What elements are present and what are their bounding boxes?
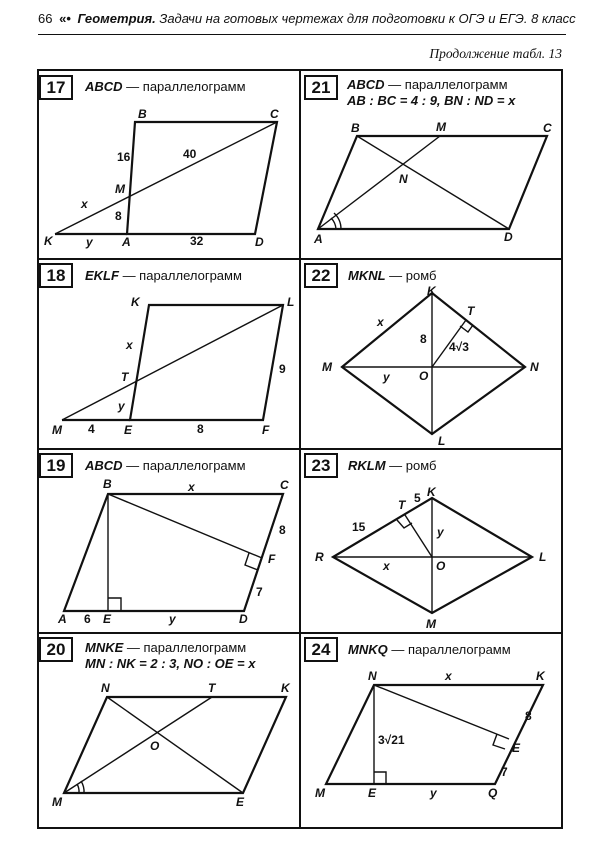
caption-figure-name: MNKE: [85, 640, 124, 655]
label-m: M: [115, 182, 125, 196]
label-m: M: [315, 786, 325, 800]
caption-figure-name: ABCD: [85, 458, 123, 473]
label-m: M: [322, 360, 332, 374]
value-8: 8: [115, 209, 122, 223]
var-x: x: [81, 197, 88, 211]
problem-number-17: 17: [39, 75, 73, 100]
caption-figure-name: ABCD: [85, 79, 123, 94]
label-m: M: [52, 423, 62, 437]
value-7: 7: [501, 765, 508, 779]
value-8: 8: [279, 523, 286, 537]
value-4: 4: [88, 422, 95, 436]
var-x: x: [377, 315, 384, 329]
label-f: F: [262, 423, 270, 437]
caption-text: — параллелограмм: [122, 79, 246, 94]
caption-text: — ромб: [385, 268, 437, 283]
label-m: M: [426, 617, 436, 631]
label-c: C: [270, 107, 279, 121]
continuation-label: Продолжение табл. 13: [429, 46, 562, 61]
label-k: K: [536, 669, 545, 683]
var-y: y: [86, 235, 93, 249]
caption-figure-name: MNKQ: [348, 642, 388, 657]
label-l: L: [438, 434, 446, 448]
book-subtitle: Задачи на готовых чертежах для подготовки к ОГЭ и ЕГЭ. 8 класс: [159, 11, 576, 26]
problem-condition-20: MN : NK = 2 : 3, NO : OE = x: [85, 656, 256, 671]
label-r: R: [315, 550, 324, 564]
label-a: A: [314, 232, 323, 246]
label-n: N: [530, 360, 539, 374]
caption-figure-name: ABCD: [347, 77, 385, 92]
problem-condition-21: AB : BC = 4 : 9, BN : ND = x: [347, 93, 516, 108]
label-d: D: [504, 230, 513, 244]
label-b: B: [103, 477, 112, 491]
problem-number-19: 19: [39, 453, 73, 478]
label-k: K: [131, 295, 140, 309]
value-3-root-21: 3√21: [378, 733, 405, 747]
right-angle-mark-e: [374, 772, 386, 784]
var-y: y: [169, 612, 176, 626]
var-x: x: [188, 480, 195, 494]
label-o: O: [419, 369, 429, 383]
label-t: T: [208, 681, 216, 695]
var-x: x: [445, 669, 452, 683]
value-5: 5: [414, 491, 421, 505]
var-y: y: [430, 786, 437, 800]
label-e: E: [103, 612, 112, 626]
value-8: 8: [525, 709, 532, 723]
value-32: 32: [190, 234, 204, 248]
label-k: K: [427, 284, 436, 298]
label-a: A: [58, 612, 67, 626]
caption-text: — параллелограмм: [384, 77, 508, 92]
parallelogram-mnkq: [326, 685, 543, 784]
label-n: N: [399, 172, 408, 186]
problem-number-18: 18: [39, 263, 73, 288]
label-c: C: [280, 478, 289, 492]
label-e: E: [124, 423, 133, 437]
label-o: O: [150, 739, 160, 753]
var-y: y: [118, 399, 125, 413]
value-6: 6: [84, 612, 91, 626]
value-4-root-3: 4√3: [449, 340, 469, 354]
value-9: 9: [279, 362, 286, 376]
label-a: A: [122, 235, 131, 249]
label-b: B: [351, 121, 360, 135]
caption-figure-name: EKLF: [85, 268, 119, 283]
height-nqk: [374, 685, 509, 739]
label-t: T: [121, 370, 129, 384]
problem-number-24: 24: [304, 637, 338, 662]
label-l: L: [539, 550, 547, 564]
label-l: L: [287, 295, 295, 309]
book-logo-mark: «•: [59, 11, 71, 26]
var-y: y: [383, 370, 390, 384]
label-k: K: [281, 681, 290, 695]
label-o: O: [436, 559, 446, 573]
caption-text: — параллелограмм: [387, 642, 511, 657]
label-m: M: [436, 120, 446, 134]
caption-text: — ромб: [385, 458, 437, 473]
label-n: N: [368, 669, 377, 683]
caption-text: — параллелограмм: [123, 640, 247, 655]
var-x: x: [383, 559, 390, 573]
problem-number-21: 21: [304, 75, 338, 100]
caption-text: — параллелограмм: [122, 458, 246, 473]
label-m: M: [52, 795, 62, 809]
label-k: K: [427, 485, 436, 499]
page-number: 66: [38, 11, 53, 26]
value-8: 8: [420, 332, 427, 346]
label-t: T: [467, 304, 475, 318]
caption-figure-name: MKNL: [348, 268, 386, 283]
label-e: E: [236, 795, 245, 809]
value-15: 15: [352, 520, 366, 534]
label-k: K: [44, 234, 53, 248]
caption-text: — параллелограмм: [118, 268, 242, 283]
caption-figure-name: RKLM: [348, 458, 386, 473]
label-n: N: [101, 681, 110, 695]
label-f: F: [268, 552, 276, 566]
label-e-base: E: [368, 786, 377, 800]
label-d: D: [239, 612, 248, 626]
value-16: 16: [117, 150, 131, 164]
label-e: E: [512, 741, 521, 755]
value-7: 7: [256, 585, 263, 599]
problem-number-20: 20: [39, 637, 73, 662]
var-y: y: [437, 525, 444, 539]
label-c: C: [543, 121, 552, 135]
label-t: T: [398, 498, 406, 512]
label-b: B: [138, 107, 147, 121]
value-40: 40: [183, 147, 197, 161]
problem-number-22: 22: [304, 263, 338, 288]
label-q: Q: [488, 786, 498, 800]
problem-number-23: 23: [304, 453, 338, 478]
label-d: D: [255, 235, 264, 249]
value-8: 8: [197, 422, 204, 436]
book-title: Геометрия.: [77, 11, 156, 26]
var-x: x: [126, 338, 133, 352]
